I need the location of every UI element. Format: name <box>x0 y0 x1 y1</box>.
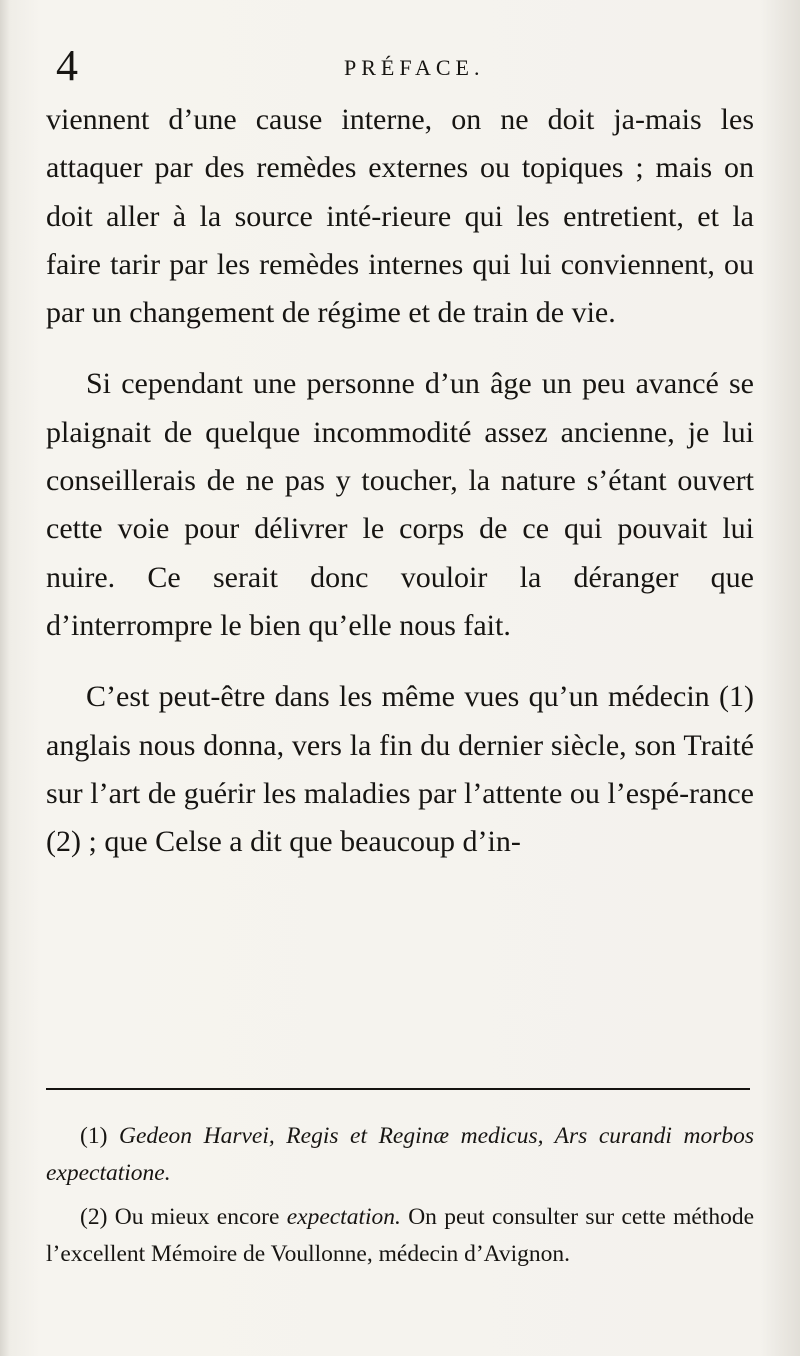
footnote-separator <box>46 1088 750 1090</box>
footnote-text: On peut consulter sur cette méthode l’excellent Mémoire de Voullonne, médecin d’Avignon. <box>46 1204 755 1267</box>
footnote-italic-text: expectation. <box>286 1204 401 1230</box>
footnote-text: Ou mieux encore <box>114 1204 287 1230</box>
running-head: PRÉFACE. <box>344 55 485 80</box>
paragraph: C’est peut-être dans les même vues qu’un médecin (1) anglais nous donna, vers la fin du dernier siècle, son Traité sur l’art de guérir les maladies par l’attente ou l’espé-rance (2) ; que Celse a dit que beaucoup d’in- <box>46 680 754 859</box>
footnote-marker: (1) <box>80 1123 108 1149</box>
footnotes <box>46 1118 754 1280</box>
page-number: 4 <box>56 41 78 90</box>
page-header <box>54 36 754 96</box>
footnote <box>46 1199 754 1273</box>
paragraph: viennent d’une cause interne, on ne doit ja-mais les attaquer par des remèdes externes ou topiques ; mais on doit aller à la source inté-rieure qui les entretient, et la faire tarir par les remèdes internes qui lui conviennent, ou par un changement de régime et de train de vie. <box>46 103 754 330</box>
footnote-marker: (2) <box>80 1204 108 1230</box>
footnote-text: Gedeon Harvei, Regis et Reginæ medicus, Ars curandi morbos expectatione. <box>46 1123 755 1186</box>
paragraph: Si cependant une personne d’un âge un peu avancé se plaignait de quelque incommodité assez ancienne, je lui conseillerais de ne pas y toucher, la nature s’étant ouvert cette voie pour délivrer le corps de ce qui pouvait lui nuire. Ce serait donc vouloir la déranger que d’interrompre le bien qu’elle nous fait. <box>46 367 754 642</box>
main-text <box>46 96 754 866</box>
footnote <box>46 1118 754 1192</box>
